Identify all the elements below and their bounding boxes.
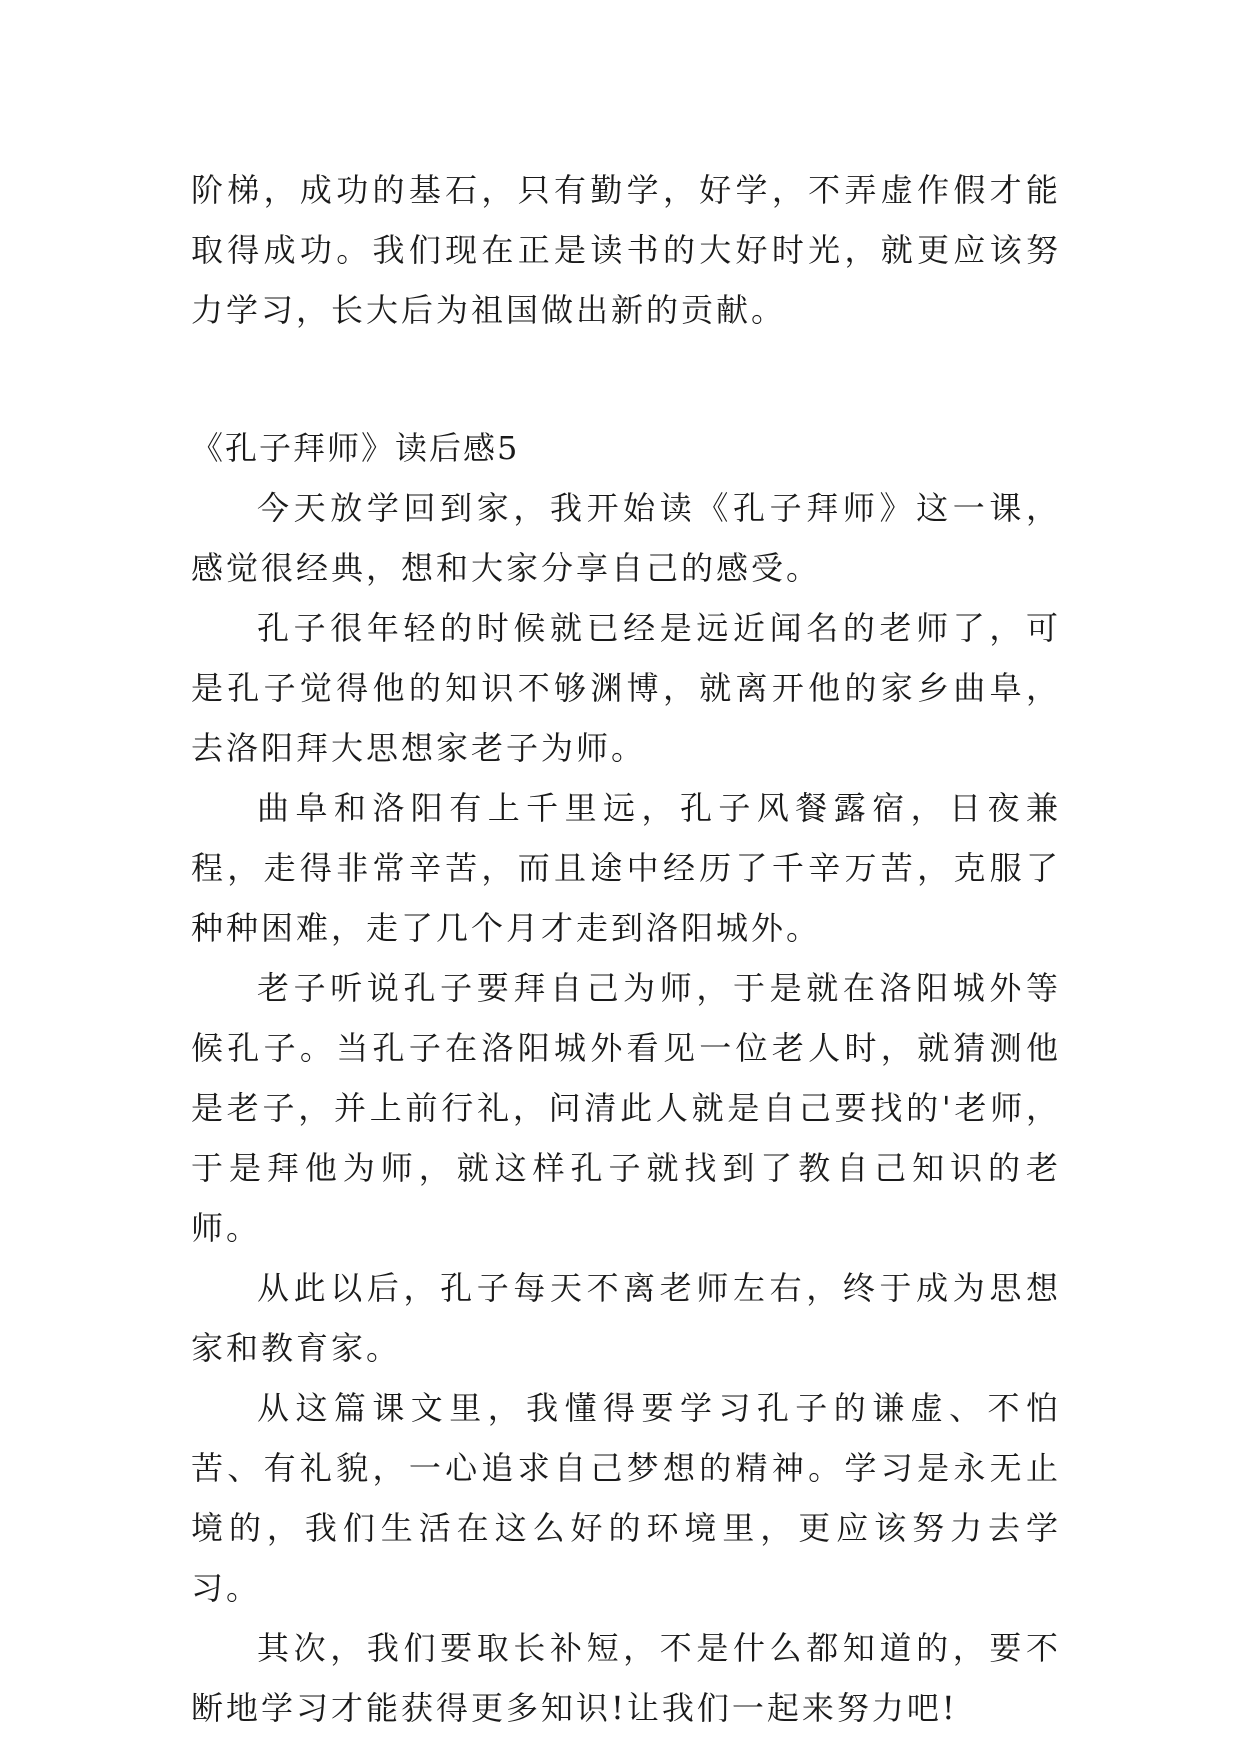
section-title: 《孔子拜师》读后感5 — [191, 429, 520, 467]
paragraph-7: 其次，我们要取长补短，不是什么都知道的，要不断地学习才能获得更多知识!让我们一起来努力吧! — [191, 1629, 1061, 1727]
paragraph-4: 老子听说孔子要拜自己为师，于是就在洛阳城外等候孔子。当孔子在洛阳城外看见一位老人时，就猜测他是老子，并上前行礼，问清此人就是自己要找的'老师，于是拜他为师，就这样孔子就找到了教自己知识的老师。 — [191, 969, 1061, 1247]
paragraph-6: 从这篇课文里，我懂得要学习孔子的谦虚、不怕苦、有礼貌，一心追求自己梦想的精神。学习是永无止境的，我们生活在这么好的环境里，更应该努力去学习。 — [191, 1389, 1061, 1607]
paragraph-3: 曲阜和洛阳有上千里远，孔子风餐露宿，日夜兼程，走得非常辛苦，而且途中经历了千辛万苦，克服了种种困难，走了几个月才走到洛阳城外。 — [191, 789, 1061, 947]
paragraph-1: 今天放学回到家，我开始读《孔子拜师》这一课，感觉很经典，想和大家分享自己的感受。 — [191, 489, 1061, 587]
intro-paragraph: 阶梯，成功的基石，只有勤学，好学，不弄虚作假才能取得成功。我们现在正是读书的大好时光，就更应该努力学习，长大后为祖国做出新的贡献。 — [191, 171, 1061, 329]
document-body — [191, 160, 1061, 1738]
paragraph-2: 孔子很年轻的时候就已经是远近闻名的老师了，可是孔子觉得他的知识不够渊博，就离开他的家乡曲阜，去洛阳拜大思想家老子为师。 — [191, 609, 1061, 767]
section-spacer — [191, 340, 1061, 418]
paragraph-5: 从此以后，孔子每天不离老师左右，终于成为思想家和教育家。 — [191, 1269, 1061, 1367]
